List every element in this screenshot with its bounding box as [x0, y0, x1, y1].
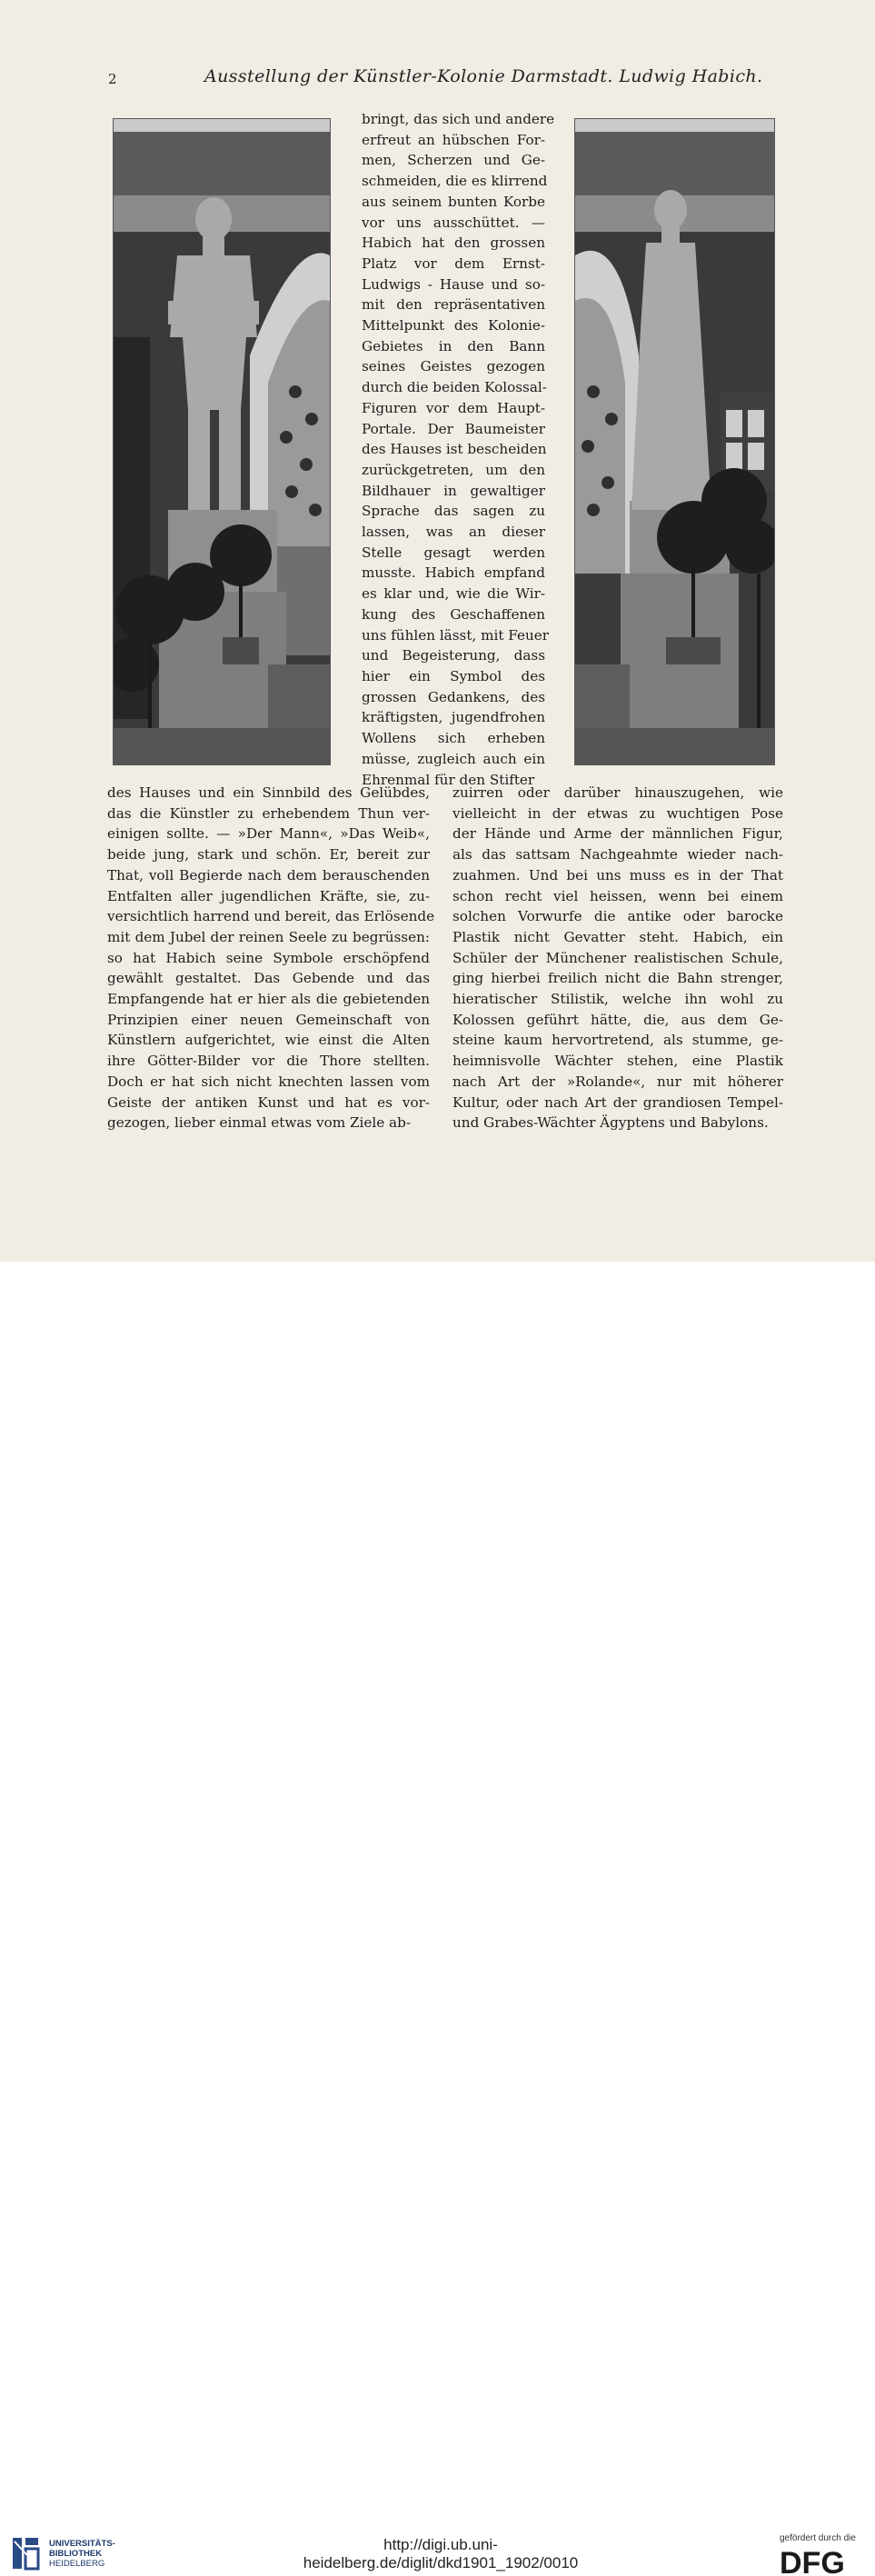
- library-line-2: BIBLIOTHEK: [49, 2549, 103, 2559]
- narrow-column-line: Wollens sich erheben: [362, 730, 545, 747]
- narrow-column-line: des Hauses ist bescheiden: [362, 441, 547, 458]
- right-column-line: zuirren oder darüber hinauszugehen, wie: [452, 784, 783, 801]
- narrow-column-line: erfreut an hübschen For-: [362, 131, 545, 148]
- narrow-column-line: Sprache das sagen zu: [362, 503, 545, 520]
- footer-bar: [0, 1262, 875, 2576]
- left-column-line: so hat Habich seine Symbole erschöpfend: [107, 949, 430, 966]
- narrow-column-line: uns fühlen lässt, mit Feuer: [362, 626, 549, 644]
- narrow-column-line: Ludwigs - Hause und so-: [362, 275, 545, 293]
- left-column-line: mit dem Jubel der reinen Seele zu begrüssen:: [107, 928, 430, 945]
- statue-photo-male-illustration: [114, 119, 330, 764]
- narrow-column-line: und Begeisterung, dass: [362, 647, 545, 664]
- right-column-line: als das sattsam Nachgeahmte wieder nach-: [452, 846, 783, 864]
- left-column-line: ihre Götter-Bilder vor die Thore stellten.: [107, 1053, 430, 1070]
- library-line-1: UNIVERSITÄTS-: [49, 2539, 115, 2549]
- page-number: 2: [108, 71, 117, 87]
- right-column-line: der Hände und Arme der männlichen Figur,: [452, 825, 783, 843]
- narrow-column-line: Habich hat den grossen: [362, 235, 545, 252]
- funding-note: gefördert durch die: [780, 2533, 856, 2543]
- left-column-line: Doch er hat sich nicht knechten lassen vom: [107, 1073, 430, 1090]
- photo-der-mann: [113, 118, 331, 765]
- left-column-line: beide jung, stark und schön. Er, bereit zur: [107, 846, 430, 864]
- left-column-line: Geiste der antiken Kunst und hat es vor-: [107, 1093, 430, 1111]
- narrow-column-line: es klar und, wie die Wir-: [362, 585, 545, 603]
- narrow-text-column: [362, 109, 555, 790]
- narrow-column-line: mit den repräsentativen: [362, 296, 545, 314]
- narrow-column-line: musste. Habich empfand: [362, 564, 545, 582]
- university-library-logo-icon: [9, 2534, 42, 2572]
- photo-das-weib: [574, 118, 775, 765]
- right-column-line: ging hierbei freilich nicht die Bahn strenger,: [452, 970, 783, 987]
- narrow-column-line: Stelle gesagt werden: [362, 544, 545, 561]
- left-column-line: einigen sollte. — »Der Mann«, »Das Weib«,: [107, 825, 430, 843]
- right-column-line: und Grabes-Wächter Ägyptens und Babylons.: [452, 1114, 769, 1132]
- left-column-line: That, voll Begierde nach dem berauschenden: [107, 866, 430, 884]
- right-text-column: [452, 783, 783, 1133]
- right-column-line: Kolossen geführt hätte, die, aus dem Ge-: [452, 1011, 783, 1028]
- right-column-line: hieratischer Stilistik, welche ihn wohl zu: [452, 991, 783, 1008]
- right-column-line: vielleicht in der etwas zu wuchtigen Pose: [452, 804, 783, 822]
- source-url-link[interactable]: http://digi.ub.uni-heidelberg.de/diglit/dkd1901_1902/0010: [303, 2536, 579, 2571]
- dfg-logo-text: DFG: [780, 2547, 845, 2576]
- library-name: [49, 2539, 115, 2569]
- narrow-column-line: müsse, zugleich auch ein: [362, 750, 545, 767]
- narrow-column-line: kung des Geschaffenen: [362, 605, 545, 623]
- right-column-line: steine kaum hervortretend, als stumme, ge-: [452, 1032, 783, 1049]
- left-column-line: Prinzipien einer neuen Gemeinschaft von: [107, 1011, 430, 1028]
- left-column-line: Künstlern aufgerichtet, wie einst die Alten: [107, 1032, 430, 1049]
- left-column-line: gewählt gestaltet. Das Gebende und das: [107, 970, 430, 987]
- narrow-column-line: kräftigsten, jugendfrohen: [362, 709, 545, 726]
- right-column-line: Plastik nicht Gevatter steht. Habich, ein: [452, 928, 783, 945]
- right-column-line: solchen Vorwurfe die antike oder barocke: [452, 908, 783, 925]
- scanned-page: [0, 0, 875, 1262]
- left-column-line: gezogen, lieber einmal etwas vom Ziele ab-: [107, 1114, 411, 1132]
- statue-photo-female-illustration: [575, 119, 774, 764]
- narrow-column-line: Gebietes in den Bann: [362, 337, 545, 354]
- narrow-column-line: Ehrenmal für den Stifter: [362, 771, 535, 788]
- narrow-column-line: Platz vor dem Ernst-: [362, 255, 545, 272]
- narrow-column-line: aus seinem bunten Korbe: [362, 193, 545, 210]
- right-column-line: Kultur, oder nach Art der grandiosen Tempel-: [452, 1093, 783, 1111]
- narrow-column-line: durch die beiden Kolossal-: [362, 379, 547, 396]
- left-column-line: Entfalten aller jugendlichen Kräfte, sie, zu-: [107, 887, 430, 904]
- left-column-line: das die Künstler zu erhebendem Thun ver-: [107, 804, 430, 822]
- narrow-column-line: Mittelpunkt des Kolonie-: [362, 317, 545, 334]
- narrow-column-line: seines Geistes gezogen: [362, 358, 545, 375]
- left-column-line: Empfangende hat er hier als die gebietenden: [107, 991, 430, 1008]
- narrow-column-line: Figuren vor dem Haupt-: [362, 399, 545, 416]
- library-line-3: HEIDELBERG: [49, 2559, 105, 2569]
- narrow-column-line: zurückgetreten, um den: [362, 461, 545, 478]
- narrow-column-line: grossen Gedankens, des: [362, 688, 545, 705]
- running-head: Ausstellung der Künstler-Kolonie Darmstadt. Ludwig Habich.: [204, 66, 763, 86]
- narrow-column-line: Portale. Der Baumeister: [362, 420, 545, 437]
- narrow-column-line: vor uns ausschüttet. —: [362, 214, 545, 231]
- narrow-column-line: lassen, was an dieser: [362, 524, 545, 541]
- left-column-line: des Hauses und ein Sinnbild des Gelübdes,: [107, 784, 430, 801]
- left-text-column: [107, 783, 435, 1133]
- right-column-line: zuahmen. Und bei uns muss es in der That: [452, 866, 783, 884]
- right-column-line: Schüler der Münchener realistischen Schule,: [452, 949, 783, 966]
- right-column-line: nach Art der »Rolande«, nur mit höherer: [452, 1073, 783, 1090]
- dfg-logo-icon: [780, 2547, 863, 2576]
- narrow-column-line: hier ein Symbol des: [362, 667, 545, 684]
- right-column-line: schon recht viel heissen, wenn bei einem: [452, 887, 783, 904]
- right-column-line: heimnisvolle Wächter stehen, eine Plastik: [452, 1053, 783, 1070]
- narrow-column-line: Bildhauer in gewaltiger: [362, 482, 545, 499]
- narrow-column-line: bringt, das sich und andere: [362, 111, 555, 127]
- left-column-line: versichtlich harrend und bereit, das Erlösende: [107, 908, 435, 925]
- narrow-column-line: men, Scherzen und Ge-: [362, 152, 545, 169]
- narrow-column-line: schmeiden, die es klirrend: [362, 173, 548, 190]
